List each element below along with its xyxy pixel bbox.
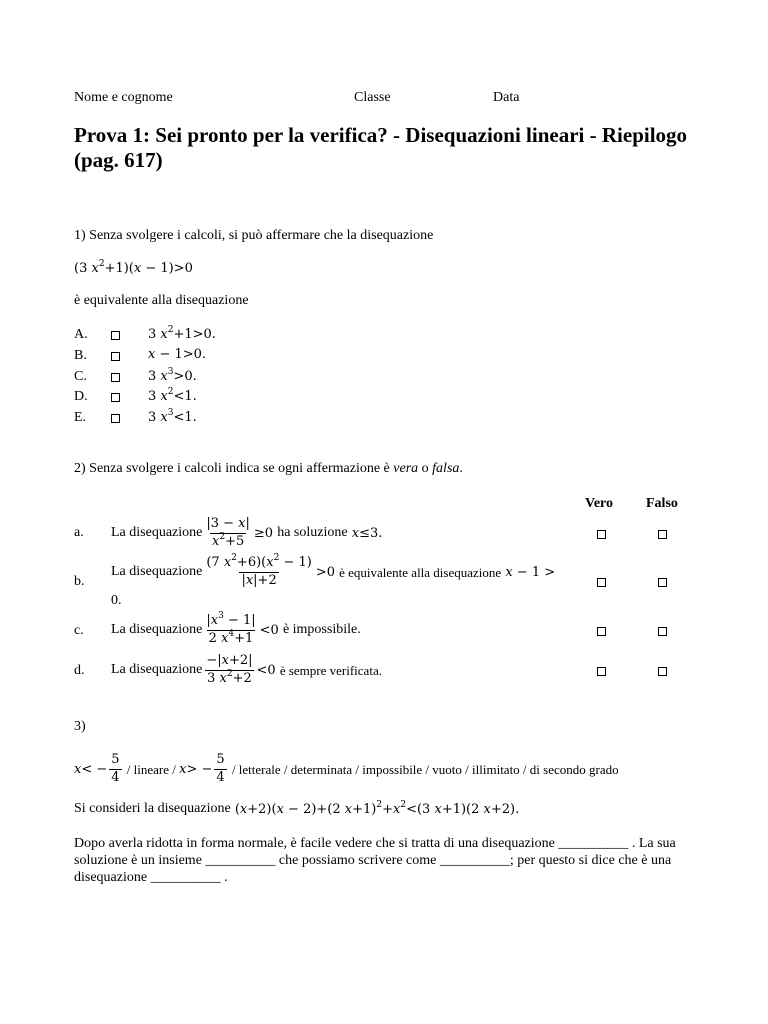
fraction: $\frac{|x^3 - 1|}{2 x^4+1}$ (206, 611, 256, 646)
page-title: Prova 1: Sei pronto per la verifica? - Disequazioni lineari - Riepilogo (pag. 617) (74, 123, 688, 173)
false-checkbox[interactable] (658, 626, 667, 640)
option-formula: x − 1>0. (148, 347, 207, 362)
false-checkbox[interactable] (658, 529, 667, 543)
option-letter: B. (74, 348, 87, 363)
statement-tail: ha soluzione (277, 525, 348, 540)
fraction: $\frac{-|x+2|}{3 x^2+2}$ (206, 653, 253, 686)
statement-lead: La disequazione (111, 622, 203, 637)
date-field-label: Data (493, 90, 520, 105)
checkbox[interactable] (111, 392, 120, 406)
option-letter: C. (74, 369, 87, 384)
fraction: $\frac{5}{4}$ (216, 752, 225, 785)
name-field-label: Nome e cognome (74, 90, 173, 105)
q3-paragraph: Dopo averla ridotta in forma normale, è facile vedere che si tratta di una disequazione __________ . La sua soluzione è un insieme __________ che possiamo scrivere come __________; per questo si dice che è una disequazione __________ . (74, 836, 676, 885)
class-field-label: Classe (354, 90, 391, 105)
statement-wrap: 0. (111, 593, 122, 608)
fraction: $\frac{5}{4}$ (111, 752, 120, 785)
checkbox[interactable] (111, 330, 120, 344)
q3-choices: x< − $\frac{5}{4}$ / lineare / x> − $\frac{5}{4}$ / letterale / determinata / impossibile / vuoto / illimitato / di secondo grado (74, 752, 619, 785)
option-letter: D. (74, 389, 88, 404)
item-statement: La disequazione $\frac{-|x+2|}{3 x^2+2}$ <0 è sempre verificata. (111, 653, 382, 686)
consider-label: Si consideri la disequazione (74, 801, 231, 816)
q1-followup: è equivalente alla disequazione (74, 293, 249, 308)
item-statement: La disequazione $\frac{(7 x^2+6)(x^2 - 1)}{|x|+2}$ >0 è equivalente alla disequazione x − 1 > (111, 553, 556, 588)
statement-tail: è sempre verificata. (279, 662, 382, 678)
q3-consider: Si consideri la disequazione (x+2)(x − 2)+(2 $x+1)^2+x^2<(3$ x+1)(2 x+2). (74, 799, 520, 817)
q1-inequality: (3 $x^2+1)(x - 1)>0$ (74, 259, 193, 276)
item-letter: a. (74, 525, 84, 540)
item-statement: La disequazione $\frac{|x^3 - 1|}{2 x^4+1}$ <0 è impossibile. (111, 611, 361, 646)
true-checkbox[interactable] (597, 626, 606, 640)
option-formula: 3 $x^3>0$. (148, 367, 197, 384)
checkbox[interactable] (111, 351, 120, 365)
false-checkbox[interactable] (658, 577, 667, 591)
option-formula: 3 $x^2<1$. (148, 387, 197, 404)
q3-number: 3) (74, 719, 86, 734)
q2-prompt: 2) Senza svolgere i calcoli indica se ogni affermazione è vera o falsa. (74, 461, 463, 476)
statement-lead: La disequazione (111, 564, 203, 579)
option-letter: A. (74, 327, 88, 342)
statement-tail: è impossibile. (282, 622, 361, 637)
statement-tail: è equivalente alla disequazione (339, 564, 502, 580)
checkbox[interactable] (111, 413, 120, 427)
false-checkbox[interactable] (658, 666, 667, 680)
column-header-true: Vero (585, 496, 613, 511)
true-checkbox[interactable] (597, 666, 606, 680)
option-letter: E. (74, 410, 87, 425)
checkbox[interactable] (111, 372, 120, 386)
option-formula: 3 $x^3<1$. (148, 408, 197, 425)
fraction: $\frac{|3 - x|}{x^2+5}$ (206, 516, 250, 549)
item-letter: b. (74, 574, 85, 589)
item-statement: La disequazione $\frac{|3 - x|}{x^2+5}$ ≥0 ha soluzione x≤3. (111, 516, 383, 549)
fraction: $\frac{(7 x^2+6)(x^2 - 1)}{|x|+2}$ (206, 553, 312, 588)
true-checkbox[interactable] (597, 529, 606, 543)
column-header-false: Falso (646, 496, 678, 511)
option-formula: 3 $x^2+1>0$. (148, 325, 216, 342)
true-checkbox[interactable] (597, 577, 606, 591)
statement-lead: La disequazione (111, 525, 203, 540)
q1-prompt: 1) Senza svolgere i calcoli, si può affermare che la disequazione (74, 228, 434, 243)
item-letter: c. (74, 623, 84, 638)
item-letter: d. (74, 663, 85, 678)
statement-lead: La disequazione (111, 662, 203, 677)
